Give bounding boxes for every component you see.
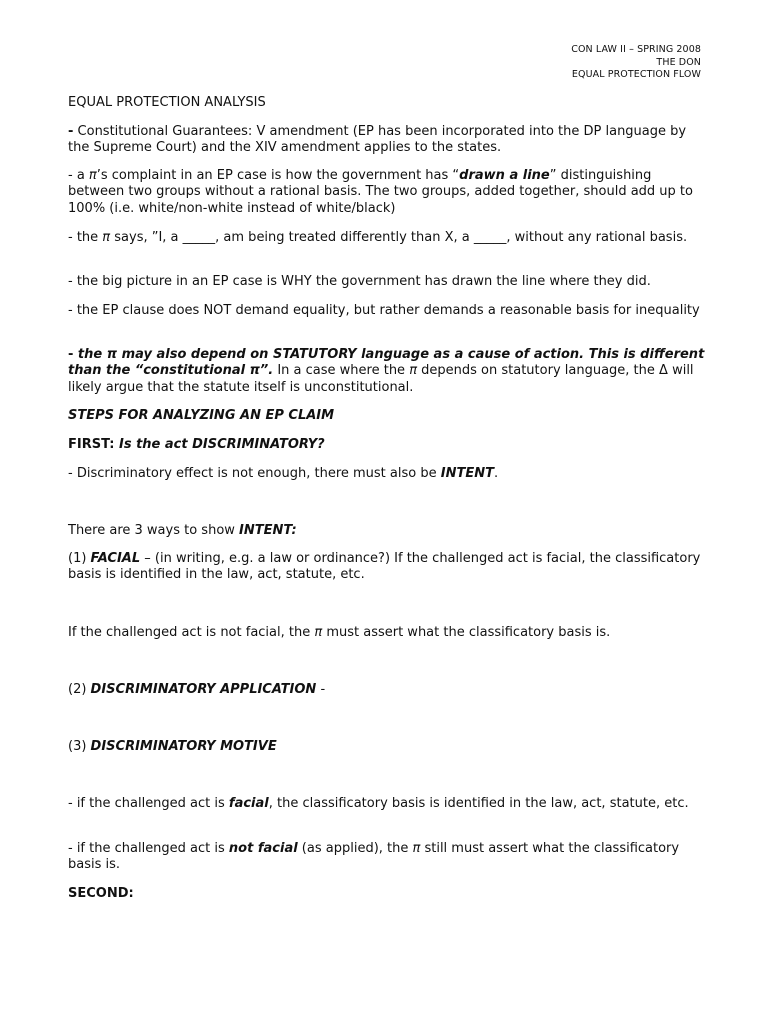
text: - Discriminatory effect is not enough, there must also be (68, 466, 441, 481)
paragraph-not-facial-applied (68, 841, 708, 874)
text: will likely argue that the statute itself is unconstitutional. (68, 363, 694, 395)
document-title: EQUAL PROTECTION ANALYSIS (68, 95, 266, 110)
text: depends on statutory language, the (417, 363, 660, 379)
pi-symbol: π (88, 168, 97, 183)
first-question: Is the act DISCRIMINATORY? (114, 437, 325, 452)
emphasis: FACIAL (90, 551, 141, 566)
text: says, ”I, a _____, am being treated differently than X, a _____, without any rational basis. (110, 230, 688, 245)
document-header (571, 44, 701, 82)
text: - if the challenged act is (68, 841, 229, 856)
text: - a (68, 168, 89, 183)
guarantees-text: Constitutional Guarantees: V amendment (EP has been incorporated into the DP language by the Supreme Court) and the XIV amendment applies to the states. (68, 124, 687, 156)
dash: - (68, 347, 74, 362)
text: . (493, 466, 499, 481)
way-application (68, 682, 325, 698)
way-motive (68, 739, 277, 755)
emphasis: ”. (259, 363, 274, 379)
emphasis: DISCRIMINATORY MOTIVE (90, 739, 277, 754)
dash: - (68, 124, 74, 139)
text: If the challenged act is not facial, the (68, 625, 315, 640)
text: (2) (68, 682, 91, 697)
first-step (68, 437, 325, 453)
pi-symbol: π (314, 625, 323, 640)
paragraph-ep-clause: - the EP clause does NOT demand equality, but rather demands a reasonable basis for inequality (68, 303, 700, 318)
author-line: THE DON (656, 56, 701, 68)
text: - if the challenged act is (68, 796, 229, 811)
text: - (316, 682, 326, 697)
emphasis: may also depend on STATUTORY language as a cause of action. This is different than the “constitutional (68, 347, 705, 379)
paragraph-pi-says (68, 230, 687, 246)
pi-symbol: π (102, 230, 111, 245)
delta-symbol: Δ (659, 363, 668, 379)
text: There are 3 ways to show (68, 523, 240, 538)
paragraph-statutory (68, 347, 708, 396)
emphasis: INTENT (440, 466, 494, 481)
paragraph-big-picture: - the big picture in an EP case is WHY the government has drawn the line where they did. (68, 274, 651, 289)
text: (1) (68, 551, 91, 566)
paragraph-complaint (68, 168, 708, 217)
pi-symbol: π (106, 347, 118, 362)
text: ’s complaint in an EP case is how the government has “ (96, 168, 460, 183)
text: - the (68, 230, 103, 245)
text: – (in writing, e.g. a law or ordinance?) If the challenged act is facial, the classificatory basis is identified in the law, act, statute, etc. (68, 551, 701, 583)
pi-symbol: π (249, 363, 260, 379)
paragraph-not-facial (68, 625, 610, 641)
pi-symbol: π (409, 363, 418, 379)
text: ” distinguishing between two groups without a rational basis. The two groups, added together, should add up to 100% (i.e. white/non-white instead of white/black) (68, 168, 693, 216)
way-facial (68, 551, 708, 584)
text: , the classificatory basis is identified in the law, act, statute, etc. (268, 796, 689, 811)
second-step: SECOND: (68, 886, 134, 901)
emphasis: not facial (228, 841, 298, 856)
text: In a case where the (273, 363, 410, 379)
emphasis: INTENT: (239, 523, 297, 538)
steps-heading: STEPS FOR ANALYZING AN EP CLAIM (68, 408, 335, 423)
text: (as applied), the (297, 841, 413, 856)
text: still must assert what the classificatory basis is. (68, 841, 680, 873)
pi-symbol: π (412, 841, 421, 856)
emphasis: facial (228, 796, 269, 811)
text: (3) (68, 739, 91, 754)
emphasis: DISCRIMINATORY APPLICATION (90, 682, 317, 697)
paragraph-intent (68, 466, 498, 482)
emphasis: drawn a line (459, 168, 550, 183)
topic-line: EQUAL PROTECTION FLOW (571, 69, 701, 80)
text: must assert what the classificatory basis is. (322, 625, 611, 640)
course-line: CON LAW II – SPRING 2008 (571, 44, 701, 55)
ways-to-show-intent (68, 523, 297, 539)
first-label: FIRST: (68, 437, 115, 452)
paragraph-facial (68, 796, 689, 812)
emphasis: the (73, 347, 107, 362)
paragraph-guarantees (68, 124, 708, 157)
